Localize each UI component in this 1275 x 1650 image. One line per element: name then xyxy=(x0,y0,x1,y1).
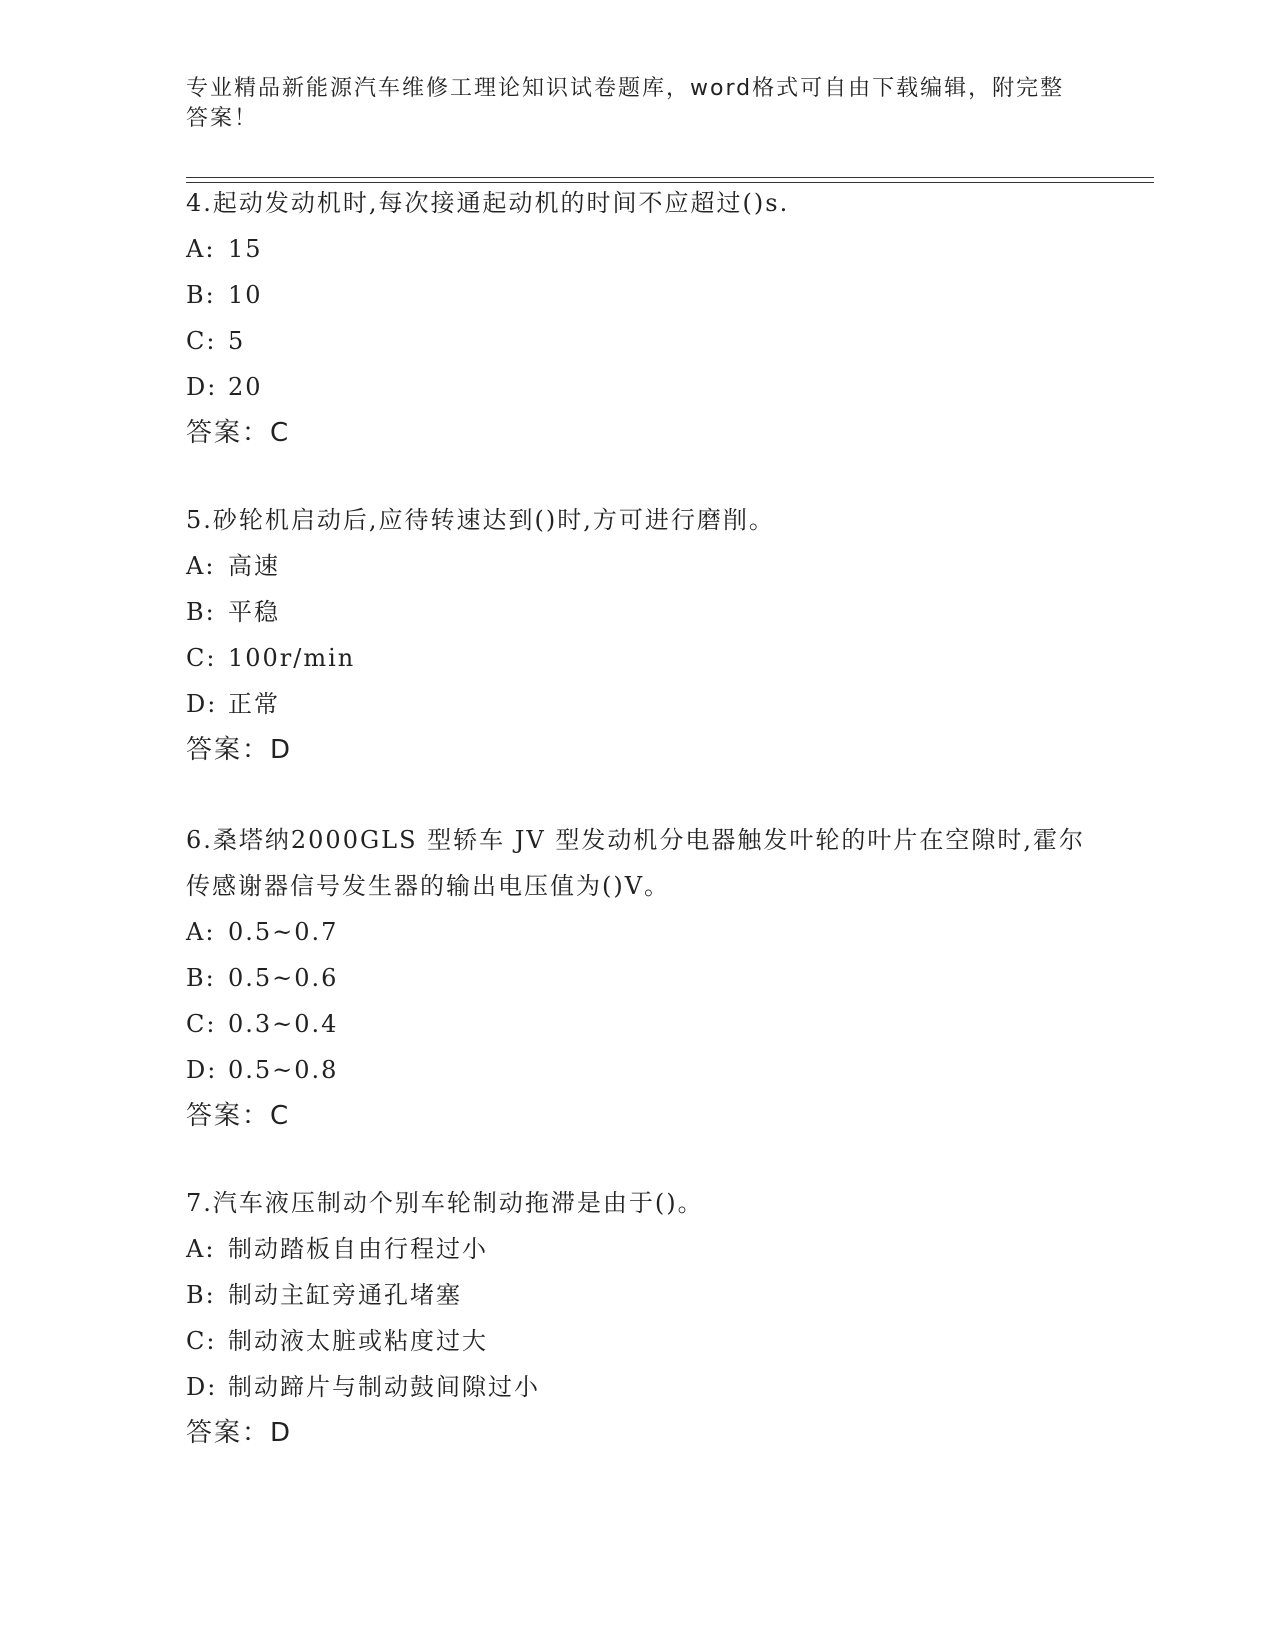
option-value: 制动液太脏或粘度过大 xyxy=(228,1327,488,1355)
option-c xyxy=(186,1318,1086,1364)
option-value: 0.5~0.7 xyxy=(228,918,339,946)
option-key: B: xyxy=(186,964,216,992)
option-key: D: xyxy=(186,1056,218,1084)
option-value: 制动踏板自由行程过小 xyxy=(228,1235,488,1263)
option-c xyxy=(186,635,1086,681)
option-key: D: xyxy=(186,373,218,401)
option-key: A: xyxy=(186,235,216,263)
option-key: B: xyxy=(186,281,216,309)
option-value: 0.5~0.8 xyxy=(228,1056,339,1084)
option-key: C: xyxy=(186,1327,217,1355)
question-text: 6.桑塔纳2000GLS 型轿车 JV 型发动机分电器触发叶轮的叶片在空隙时,霍尔传感谢器信号发生器的输出电压值为()V。 xyxy=(186,826,1085,900)
option-a xyxy=(186,543,1086,589)
option-value: 20 xyxy=(228,373,263,401)
option-d xyxy=(186,364,1086,410)
answer-text: 答案：C xyxy=(186,1101,291,1131)
option-b xyxy=(186,272,1086,318)
question-text: 4.起动发动机时,每次接通起动机的时间不应超过()s. xyxy=(186,189,790,217)
option-key: B: xyxy=(186,1281,216,1309)
question-text: 7.汽车液压制动个别车轮制动拖滞是由于()。 xyxy=(186,1189,704,1217)
option-d xyxy=(186,1364,1086,1410)
option-key: C: xyxy=(186,327,217,355)
option-key: D: xyxy=(186,690,218,718)
question-block xyxy=(186,497,1086,773)
option-key: B: xyxy=(186,598,216,626)
header-divider-top xyxy=(186,177,1154,178)
option-key: D: xyxy=(186,1373,218,1401)
option-value: 5 xyxy=(228,327,246,355)
option-value: 制动蹄片与制动鼓间隙过小 xyxy=(228,1373,540,1401)
option-value: 平稳 xyxy=(228,598,280,626)
question-block xyxy=(186,180,1086,456)
option-value: 100r/min xyxy=(228,644,356,672)
answer-text: 答案：C xyxy=(186,418,291,448)
option-b xyxy=(186,589,1086,635)
answer-text: 答案：D xyxy=(186,735,293,765)
option-value: 正常 xyxy=(228,690,280,718)
option-b xyxy=(186,955,1086,1001)
option-d xyxy=(186,681,1086,727)
question-text: 5.砂轮机启动后,应待转速达到()时,方可进行磨削。 xyxy=(186,506,775,534)
answer-text: 答案：D xyxy=(186,1418,293,1448)
option-key: C: xyxy=(186,644,217,672)
option-value: 10 xyxy=(228,281,263,309)
option-a xyxy=(186,1226,1086,1272)
option-value: 0.5~0.6 xyxy=(228,964,339,992)
option-value: 制动主缸旁通孔堵塞 xyxy=(228,1281,462,1309)
question-block xyxy=(186,1180,1086,1456)
option-c xyxy=(186,1001,1086,1047)
option-key: C: xyxy=(186,1010,217,1038)
option-d xyxy=(186,1047,1086,1093)
option-value: 0.3~0.4 xyxy=(228,1010,339,1038)
option-key: A: xyxy=(186,552,216,580)
option-key: A: xyxy=(186,1235,216,1263)
option-a xyxy=(186,909,1086,955)
document-header-text: 专业精品新能源汽车维修工理论知识试卷题库，word格式可自由下载编辑，附完整答案！ xyxy=(186,76,1065,131)
question-block xyxy=(186,817,1086,1139)
option-a xyxy=(186,226,1086,272)
option-c xyxy=(186,318,1086,364)
option-key: A: xyxy=(186,918,216,946)
option-b xyxy=(186,1272,1086,1318)
option-value: 高速 xyxy=(228,552,280,580)
option-value: 15 xyxy=(228,235,263,263)
